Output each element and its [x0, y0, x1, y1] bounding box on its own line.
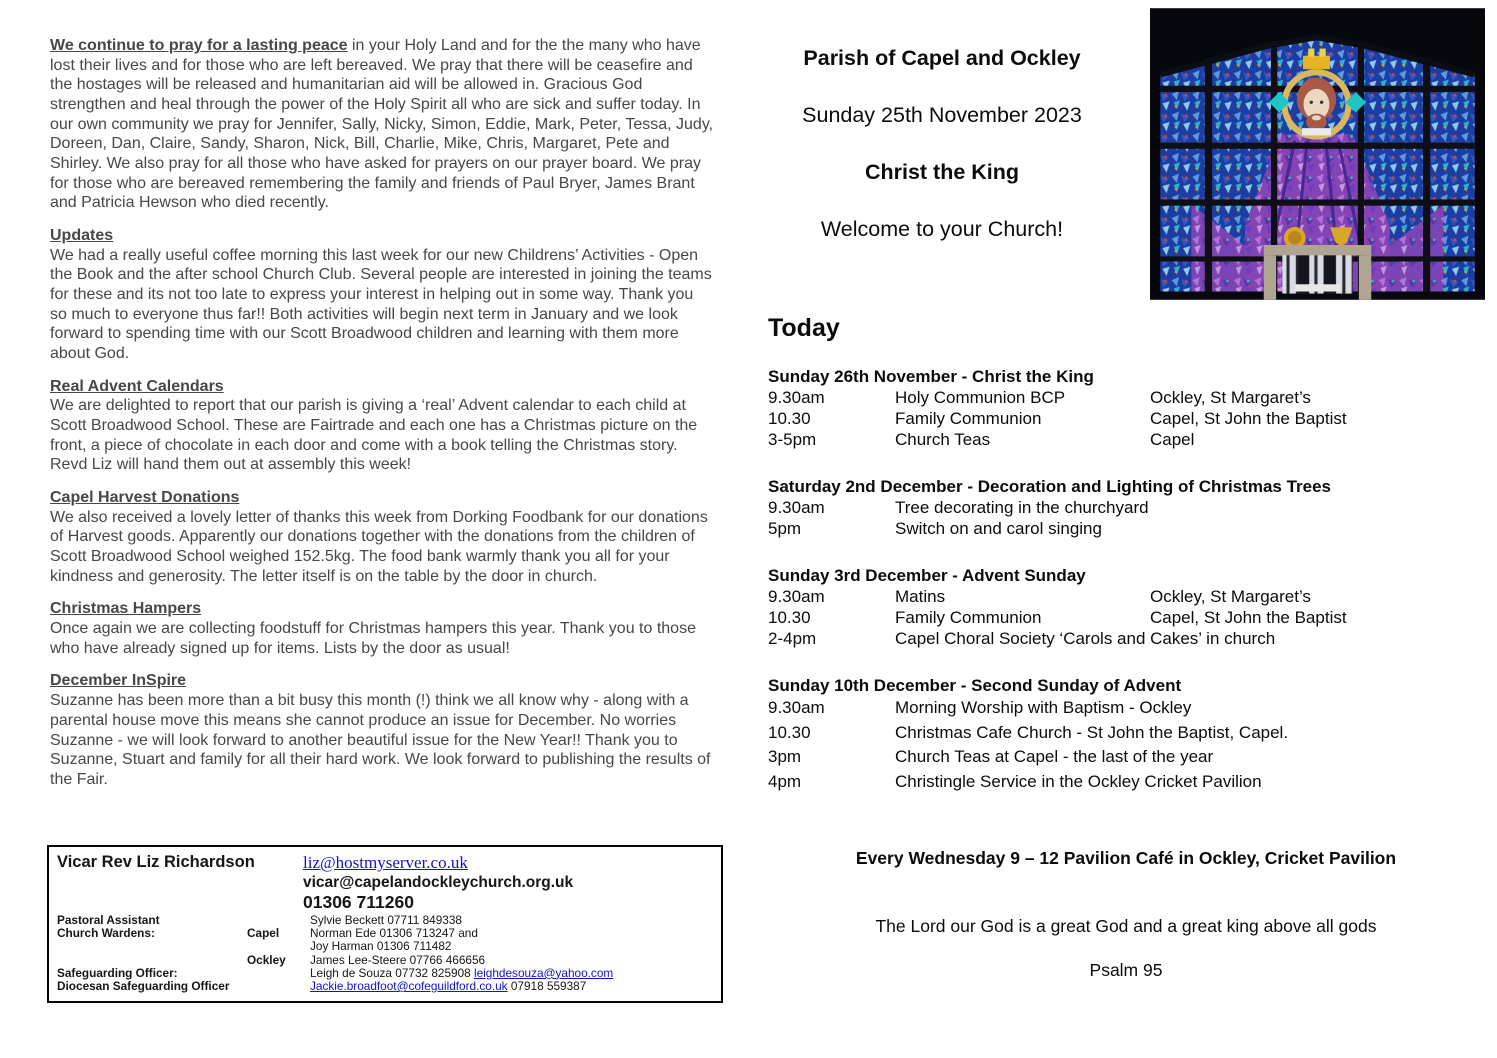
event-time: 2-4pm	[768, 629, 817, 648]
parish-title: Parish of Capel and Ockley	[803, 46, 1081, 70]
diocesan-email-link[interactable]: Jackie.broadfoot@cofeguildford.co.uk	[310, 979, 508, 994]
schedule-heading: Saturday 2nd December - Decoration and Lighting of Christmas Trees	[768, 477, 1332, 496]
diocesan-safeguarding-label: Diocesan Safeguarding Officer	[57, 979, 230, 994]
event-time: 10.30	[768, 409, 811, 428]
schedule-row	[768, 628, 1484, 649]
contact-box-grid	[57, 914, 713, 993]
section-heading: Real Advent Calendars	[50, 377, 224, 395]
event-time: 9.30am	[768, 498, 825, 517]
event-name: Morning Worship with Baptism - Ockley	[895, 698, 1192, 717]
section-real-advent-calendars	[50, 377, 714, 475]
church-wardens-label: Church Wardens:	[57, 926, 155, 941]
section-text: Once again we are collecting foodstuff for Christmas hampers this year. Thank you to those who have already signed up for items. Lists by the door as usual!	[50, 620, 696, 657]
pavilion-cafe-notice: Every Wednesday 9 – 12 Pavilion Café in Ockley, Cricket Pavilion	[855, 848, 1397, 868]
schedule-block-sunday-10-december	[768, 675, 1484, 794]
section-text: We also received a lovely letter of thanks this week from Dorking Foodbank for our donations of Harvest goods. Apparently our donations together with the donations from the children of Scott Broadwood School weighed 152.5kg. The food bank warmly thank you all for your kindness and generosity. The letter itself is on the table by the door in church.	[50, 508, 708, 585]
event-location	[1150, 628, 1484, 649]
event-location	[1150, 696, 1484, 721]
event-name: Church Teas at Capel - the last of the year	[895, 747, 1214, 766]
schedule-row	[768, 518, 1484, 539]
event-name: Christmas Cafe Church - St John the Baptist, Capel.	[895, 722, 1289, 742]
section-december-inspire	[50, 671, 714, 789]
schedule-row	[768, 696, 1484, 721]
service-schedule	[768, 366, 1484, 820]
section-updates	[50, 226, 714, 364]
ockley-label: Ockley	[247, 952, 286, 967]
scripture-verse: The Lord our God is a great God and a great king above all gods	[875, 916, 1377, 936]
event-location	[1150, 745, 1484, 770]
event-time: 9.30am	[768, 587, 825, 606]
vicar-email-alt: vicar@capelandockleychurch.org.uk	[303, 874, 574, 891]
event-time: 9.30am	[768, 698, 825, 717]
event-location: Capel	[1150, 430, 1195, 449]
contact-box	[47, 845, 723, 1003]
event-name: Switch on and carol singing	[895, 519, 1102, 538]
event-name: Matins	[895, 587, 946, 606]
event-location	[1150, 497, 1484, 518]
scripture-attribution: Psalm 95	[1089, 960, 1163, 980]
stained-glass-window-image	[1150, 8, 1485, 300]
section-heading: Christmas Hampers	[50, 600, 202, 618]
safeguarding-officer-label: Safeguarding Officer:	[57, 965, 178, 980]
event-name: Christingle Service in the Ockley Cricket Pavilion	[895, 771, 1262, 791]
event-time: 3pm	[768, 747, 802, 766]
schedule-heading: Sunday 3rd December - Advent Sunday	[768, 566, 1086, 585]
event-name: Family Communion	[895, 608, 1042, 627]
event-time: 10.30	[768, 608, 811, 627]
event-time: 5pm	[768, 519, 802, 538]
event-name: Tree decorating in the churchyard	[895, 498, 1149, 517]
event-name: Church Teas	[895, 430, 991, 449]
event-location	[1150, 518, 1484, 539]
issue-date: Sunday 25th November 2023	[802, 103, 1082, 127]
section-heading: December InSpire	[50, 672, 187, 690]
event-location: Capel, St John the Baptist	[1150, 409, 1347, 428]
capel-warden-value-2: Joy Harman 01306 711482	[310, 939, 452, 954]
safeguarding-phone: Leigh de Souza 07732 825908	[310, 965, 474, 980]
section-christmas-hampers	[50, 599, 714, 658]
schedule-block-saturday-2-december	[768, 476, 1484, 539]
schedule-row	[768, 721, 1484, 746]
safeguarding-email-link[interactable]: leighdesouza@yahoo.com	[474, 965, 614, 980]
section-heading: Capel Harvest Donations	[50, 489, 240, 507]
prayer-lead: We continue to pray for a lasting peace	[50, 37, 348, 54]
event-location	[1150, 721, 1484, 746]
event-time: 9.30am	[768, 388, 825, 407]
event-time: 3-5pm	[768, 430, 817, 449]
schedule-row	[768, 408, 1484, 429]
prayer-paragraph	[50, 36, 714, 213]
schedule-block-sunday-3-december	[768, 565, 1484, 649]
welcome-line: Welcome to your Church!	[820, 217, 1064, 241]
event-location: Capel, St John the Baptist	[1150, 608, 1347, 627]
schedule-row	[768, 497, 1484, 518]
section-text: We had a really useful coffee morning this last week for our new Childrens’ Activities - Open the Book and the after school Church Club. Several people are interested in joining the teams for these and its not too late to express your interest in helping out in some way. Thank you so much to everyone thus far!! Both activities will begin next term in January and we look forward to spending time with our Scott Broadwood children and learning with them more about God.	[50, 246, 712, 363]
section-heading: Updates	[50, 227, 114, 245]
capel-warden-value: Norman Ede 01306 713247 and	[310, 926, 478, 941]
schedule-row	[768, 586, 1484, 607]
event-name: Holy Communion BCP	[895, 388, 1066, 407]
event-location: Ockley, St Margaret’s	[1150, 587, 1311, 606]
schedule-row	[768, 745, 1484, 770]
pastoral-assistant-label: Pastoral Assistant	[57, 913, 160, 927]
schedule-block-sunday-26-november	[768, 366, 1484, 450]
section-text: Suzanne has been more than a bit busy this month (!) think we all know why - along with a parental house move this means she cannot produce an issue for December. No worries Suzanne - we will look forward to another beautiful issue for the New Year!! Thank you to Suzanne, Stuart and family for all their hard work. We look forward to publishing the results of the Fair.	[50, 692, 711, 788]
left-column	[50, 36, 714, 803]
schedule-row	[768, 387, 1484, 408]
schedule-row	[768, 607, 1484, 628]
section-capel-harvest-donations	[50, 488, 714, 586]
ockley-warden-value: James Lee-Steere 07766 466656	[310, 952, 486, 967]
contact-box-top	[57, 852, 713, 912]
feast-title: Christ the King	[864, 160, 1020, 184]
vicar-name: Vicar Rev Liz Richardson	[57, 853, 255, 871]
event-name: Capel Choral Society ‘Carols and Cakes’ in church	[895, 629, 1276, 648]
capel-label: Capel	[247, 926, 280, 941]
schedule-row	[768, 770, 1484, 795]
prayer-text: in your Holy Land and for the the many who have lost their lives and for those who are left bereaved. We pray that there will be ceasefire and the hostages will be released and humanitarian aid will be allowed in. Gracious God strengthen and heal through the power of the Holy Spirit all who are sick and suffer today. In our own community we pray for Jennifer, Sally, Nicky, Simon, Eddie, Mark, Peter, Tessa, Judy, Doreen, Dan, Claire, Sandy, Sharon, Nick, Bill, Charlie, Mike, Chris, Margaret, Pete and Shirley. We also pray for all those who have asked for prayers on our prayer board. We pray for those who are bereaved remembering the family and friends of Paul Bryer, James Brant and Patricia Hewson who died recently.	[50, 37, 714, 212]
diocesan-safeguarding-value	[310, 980, 713, 993]
schedule-heading: Sunday 10th December - Second Sunday of Advent	[768, 676, 1182, 695]
schedule-row	[768, 429, 1484, 450]
diocesan-phone: 07918 559387	[507, 979, 587, 994]
schedule-heading: Sunday 26th November - Christ the King	[768, 367, 1094, 386]
masthead	[768, 30, 1116, 258]
event-location: Ockley, St Margaret’s	[1150, 388, 1311, 407]
event-time: 10.30	[768, 722, 811, 742]
event-name: Family Communion	[895, 409, 1042, 428]
event-time: 4pm	[768, 771, 802, 791]
vicar-email-link[interactable]: liz@hostmyserver.co.uk	[303, 853, 468, 872]
pastoral-assistant-value: Sylvie Beckett 07711 849338	[310, 913, 462, 927]
today-heading: Today	[768, 314, 840, 342]
section-text: We are delighted to report that our parish is giving a ‘real’ Advent calendar to each child at Scott Broadwood School. These are Fairtrade and each one has a Christmas picture on the front, a piece of chocolate in each door and come with a book telling the Christmas story. Revd Liz will hand them out at assembly this week!	[50, 397, 698, 474]
event-location	[1150, 770, 1484, 795]
vicar-phone: 01306 711260	[303, 892, 414, 912]
